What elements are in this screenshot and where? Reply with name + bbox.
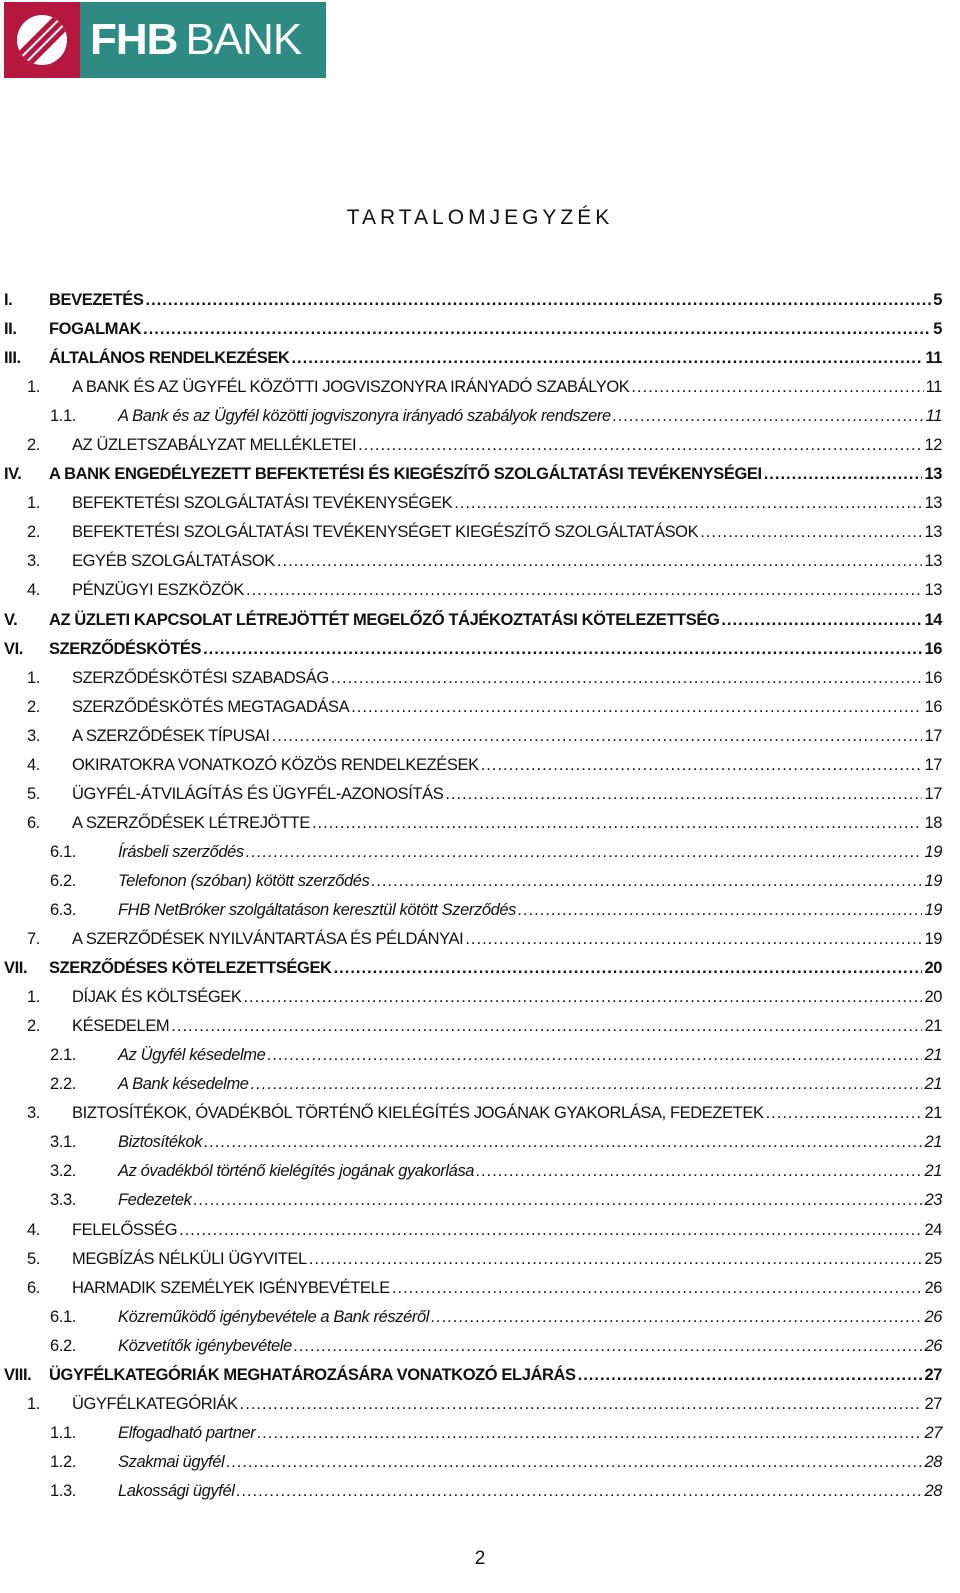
toc-entry-page: 13 <box>924 465 942 484</box>
toc-entry-title: MEGBÍZÁS NÉLKÜLI ÜGYVITEL <box>72 1249 307 1268</box>
toc-entry-page: 21 <box>924 1104 942 1123</box>
table-of-contents <box>4 286 942 1506</box>
toc-entry[interactable] <box>4 1099 942 1128</box>
toc-entry-title: ÜGYFÉL-ÁTVILÁGÍTÁS ÉS ÜGYFÉL-AZONOSÍTÁS <box>72 784 444 803</box>
toc-entry-leader <box>518 901 922 920</box>
toc-entry[interactable] <box>4 1245 942 1274</box>
toc-entry-title: KÉSEDELEM <box>72 1017 170 1036</box>
toc-entry-title: AZ ÜZLETI KAPCSOLAT LÉTREJÖTTÉT MEGELŐZŐ TÁJÉKOZTATÁSI KÖTELEZETTSÉG <box>49 610 720 629</box>
toc-entry[interactable] <box>4 1361 942 1390</box>
toc-entry[interactable] <box>4 954 942 983</box>
toc-entry-title: PÉNZÜGYI ESZKÖZÖK <box>72 581 244 600</box>
toc-entry-page: 28 <box>924 1452 942 1471</box>
toc-entry-leader <box>240 1395 923 1414</box>
toc-entry[interactable] <box>4 867 942 896</box>
toc-entry[interactable] <box>4 1012 942 1041</box>
toc-entry-page: 17 <box>924 726 942 745</box>
toc-entry-leader <box>203 640 922 659</box>
toc-entry-number: 2.2. <box>50 1075 76 1094</box>
logo-text-regular: BANK <box>185 15 302 64</box>
toc-entry-leader <box>481 756 923 775</box>
toc-entry-leader <box>351 698 922 717</box>
toc-entry-number: 1. <box>27 494 40 513</box>
toc-entry-title: A Bank késedelme <box>118 1075 249 1094</box>
toc-entry-page: 11 <box>925 407 942 426</box>
page-number: 2 <box>474 1548 486 1569</box>
toc-entry-number: 1.2. <box>50 1452 76 1471</box>
toc-entry-page: 14 <box>924 610 942 629</box>
toc-entry-leader <box>465 930 922 949</box>
toc-title: TARTALOMJEGYZÉK <box>346 206 614 229</box>
toc-entry-leader <box>312 814 922 833</box>
toc-entry-leader <box>237 1482 923 1501</box>
toc-entry-leader <box>257 1424 922 1443</box>
toc-entry-page: 5 <box>933 291 942 310</box>
toc-entry-page: 27 <box>924 1394 942 1413</box>
toc-entry-title: AZ ÜZLETSZABÁLYZAT MELLÉKLETEI <box>72 436 357 455</box>
toc-entry[interactable] <box>4 286 942 315</box>
toc-entry-leader <box>146 291 932 310</box>
toc-entry-leader <box>334 959 923 978</box>
toc-entry-leader <box>445 785 922 804</box>
toc-entry-leader <box>331 669 923 688</box>
toc-entry-title: SZERZŐDÉSKÖTÉS <box>49 639 202 658</box>
toc-entry-number: 2. <box>27 523 40 542</box>
toc-entry-number: III. <box>4 349 21 368</box>
toc-entry-page: 25 <box>924 1249 942 1268</box>
toc-entry[interactable] <box>4 460 942 489</box>
toc-entry-page: 19 <box>924 901 942 919</box>
toc-entry[interactable] <box>4 693 942 722</box>
toc-entry-number: 2. <box>27 697 40 716</box>
toc-entry-title: SZERZŐDÉSES KÖTELEZETTSÉGEK <box>49 959 332 978</box>
toc-entry-title: Biztosítékok <box>118 1133 203 1152</box>
toc-entry[interactable] <box>4 751 942 780</box>
toc-entry-page: 11 <box>925 378 942 397</box>
toc-entry[interactable] <box>4 1419 942 1448</box>
toc-entry[interactable] <box>4 1274 942 1303</box>
toc-entry-title: A Bank és az Ügyfél közötti jogviszonyra irányadó szabályok rendszere <box>118 407 611 426</box>
toc-entry[interactable] <box>4 489 942 518</box>
toc-entry-leader <box>766 1104 923 1123</box>
toc-entry-title: Fedezetek <box>118 1191 192 1210</box>
toc-entry-number: 2. <box>27 1017 40 1036</box>
toc-entry-leader <box>631 378 923 397</box>
toc-entry[interactable] <box>4 809 942 838</box>
toc-entry-leader <box>251 1075 923 1094</box>
toc-entry-leader <box>454 494 922 513</box>
toc-entry[interactable] <box>4 1332 942 1361</box>
toc-entry-number: 1.1. <box>50 407 76 426</box>
toc-entry-page: 21 <box>924 1046 942 1065</box>
toc-entry-leader <box>277 552 923 571</box>
toc-entry-number: 2.1. <box>50 1046 76 1065</box>
toc-entry[interactable] <box>4 344 942 373</box>
toc-entry-page: 23 <box>924 1191 942 1210</box>
toc-entry[interactable] <box>4 838 942 867</box>
toc-entry-page: 21 <box>924 1017 942 1036</box>
toc-entry-number: IV. <box>4 465 22 484</box>
toc-entry-title: SZERZŐDÉSKÖTÉS MEGTAGADÁSA <box>72 697 350 716</box>
toc-entry-leader <box>764 465 923 484</box>
toc-entry-number: 3. <box>27 1104 40 1123</box>
toc-entry-title: A BANK ENGEDÉLYEZETT BEFEKTETÉSI ÉS KIEGÉSZÍTŐ SZOLGÁLTATÁSI TEVÉKENYSÉGEI <box>49 465 762 484</box>
toc-entry-leader <box>204 1133 922 1152</box>
toc-entry-title: A SZERZŐDÉSEK NYILVÁNTARTÁSA ÉS PÉLDÁNYAI <box>72 930 464 949</box>
toc-entry[interactable] <box>4 722 942 751</box>
toc-entry-title: Az óvadékból történő kielégítés jogának gyakorlása <box>118 1162 475 1181</box>
toc-entry[interactable] <box>4 1041 942 1070</box>
toc-entry-number: 4. <box>27 581 40 600</box>
toc-entry-number: I. <box>4 291 13 310</box>
toc-entry-number: 1. <box>27 988 40 1007</box>
toc-entry-number: VII. <box>4 959 28 978</box>
toc-entry-number: 3.2. <box>50 1162 76 1181</box>
toc-entry-number: 3. <box>27 552 40 571</box>
toc-entry[interactable] <box>4 606 942 635</box>
toc-entry-page: 20 <box>924 959 942 978</box>
toc-entry-number: 6.1. <box>50 1307 76 1326</box>
toc-entry-page: 26 <box>924 1278 942 1297</box>
toc-entry-number: 4. <box>27 1220 40 1239</box>
toc-entry-number: 1.1. <box>50 1423 76 1442</box>
toc-entry-leader <box>179 1221 922 1240</box>
toc-entry-page: 13 <box>924 523 942 542</box>
toc-entry-number: II. <box>4 320 17 339</box>
toc-entry[interactable] <box>4 780 942 809</box>
toc-entry-title: FHB NetBróker szolgáltatáson keresztül kötött Szerződés <box>118 901 517 919</box>
toc-entry-title: A SZERZŐDÉSEK TÍPUSAI <box>72 726 270 745</box>
toc-entry-page: 16 <box>924 639 942 658</box>
toc-entry-page: 21 <box>924 1162 942 1181</box>
toc-entry-title: ÁLTALÁNOS RENDELKEZÉSEK <box>49 349 290 368</box>
toc-entry[interactable] <box>4 925 942 954</box>
toc-entry-title: ÜGYFÉLKATEGÓRIÁK MEGHATÁROZÁSÁRA VONATKOZÓ ELJÁRÁS <box>49 1365 576 1384</box>
toc-entry-page: 19 <box>924 842 942 861</box>
toc-entry-number: 4. <box>27 755 40 774</box>
toc-entry-number: 6.2. <box>50 1336 76 1355</box>
toc-entry-number: 1. <box>27 668 40 687</box>
toc-entry-leader <box>358 436 922 455</box>
toc-entry[interactable] <box>4 1390 942 1419</box>
toc-entry-leader <box>309 1250 923 1269</box>
toc-entry[interactable] <box>4 896 942 925</box>
toc-entry-leader <box>246 581 922 600</box>
toc-entry[interactable] <box>4 373 942 402</box>
toc-entry[interactable] <box>4 1186 942 1215</box>
toc-entry-page: 18 <box>924 813 942 832</box>
toc-entry-leader <box>143 320 931 339</box>
toc-entry-page: 17 <box>924 784 942 803</box>
toc-entry-number: 6. <box>27 813 40 832</box>
toc-entry[interactable] <box>4 1070 942 1099</box>
toc-entry-page: 27 <box>924 1365 942 1384</box>
toc-entry-title: A SZERZŐDÉSEK LÉTREJÖTTE <box>72 813 310 832</box>
toc-entry-leader <box>578 1366 923 1385</box>
toc-entry-page: 26 <box>924 1336 942 1355</box>
toc-entry-leader <box>476 1162 922 1181</box>
toc-entry-page: 17 <box>924 755 942 774</box>
toc-entry-leader <box>193 1191 922 1210</box>
toc-entry-leader <box>243 988 922 1007</box>
toc-entry-title: Az Ügyfél késedelme <box>118 1046 266 1065</box>
toc-entry-number: 1. <box>27 1394 40 1413</box>
toc-entry[interactable] <box>4 1303 942 1332</box>
toc-entry-title: Közreműködő igénybevétele a Bank részéről <box>118 1307 430 1326</box>
toc-entry-number: 5. <box>27 1249 40 1268</box>
toc-entry-page: 21 <box>924 1133 942 1152</box>
toc-entry-title: HARMADIK SZEMÉLYEK IGÉNYBEVÉTELE <box>72 1278 390 1297</box>
toc-entry-number: 7. <box>27 930 40 949</box>
toc-entry-leader <box>431 1308 922 1327</box>
toc-entry-number: 3.1. <box>50 1133 76 1152</box>
toc-entry-page: 26 <box>924 1307 942 1326</box>
toc-entry-title: A BANK ÉS AZ ÜGYFÉL KÖZÖTTI JOGVISZONYRA IRÁNYADÓ SZABÁLYOK <box>72 378 630 397</box>
toc-entry-page: 5 <box>933 320 942 339</box>
toc-entry-title: EGYÉB SZOLGÁLTATÁSOK <box>72 552 275 571</box>
toc-entry-leader <box>700 523 922 542</box>
toc-entry-leader <box>721 611 922 630</box>
toc-entry-leader <box>291 349 923 368</box>
toc-entry[interactable] <box>4 402 942 431</box>
toc-entry-title: BEVEZETÉS <box>49 291 144 310</box>
toc-entry-page: 27 <box>924 1423 942 1442</box>
toc-entry-number: 6.2. <box>50 871 76 890</box>
toc-entry-title: Közvetítők igénybevétele <box>118 1336 292 1355</box>
toc-entry[interactable] <box>4 1128 942 1157</box>
toc-entry-leader <box>267 1046 922 1065</box>
toc-entry-page: 12 <box>924 436 942 455</box>
toc-entry-leader <box>272 727 923 746</box>
toc-entry-number: 6.3. <box>50 901 76 919</box>
toc-entry-page: 13 <box>924 552 942 571</box>
toc-entry[interactable] <box>4 1216 942 1245</box>
toc-entry-leader <box>294 1337 923 1356</box>
toc-entry-title: Elfogadható partner <box>118 1423 256 1442</box>
toc-entry-page: 11 <box>925 349 942 368</box>
toc-entry-number: 1.3. <box>50 1481 76 1500</box>
toc-entry-page: 13 <box>924 494 942 513</box>
toc-entry-number: 5. <box>27 784 40 803</box>
logo-text <box>80 2 326 78</box>
toc-entry-title: BIZTOSÍTÉKOK, ÓVADÉKBÓL TÖRTÉNŐ KIELÉGÍTÉS JOGÁNAK GYAKORLÁSA, FEDEZETEK <box>72 1104 764 1123</box>
toc-entry-leader <box>246 843 923 862</box>
toc-entry-number: 6.1. <box>50 842 76 861</box>
toc-entry[interactable] <box>4 1448 942 1477</box>
toc-entry-page: 19 <box>924 930 942 949</box>
logo-mark-icon <box>4 2 80 78</box>
toc-entry-leader <box>613 407 924 426</box>
toc-entry-title: Írásbeli szerződés <box>118 842 244 861</box>
toc-entry-title: DÍJAK ÉS KÖLTSÉGEK <box>72 988 242 1007</box>
toc-entry-title: SZERZŐDÉSKÖTÉSI SZABADSÁG <box>72 668 329 687</box>
toc-entry-page: 28 <box>924 1481 942 1500</box>
toc-entry[interactable] <box>4 518 942 547</box>
toc-entry-page: 21 <box>924 1075 942 1094</box>
toc-entry-number: V. <box>4 610 18 629</box>
toc-entry[interactable] <box>4 1157 942 1186</box>
toc-entry-title: Telefonon (szóban) kötött szerződés <box>118 871 370 890</box>
toc-entry[interactable] <box>4 664 942 693</box>
toc-entry-page: 24 <box>924 1220 942 1239</box>
toc-entry[interactable] <box>4 1477 942 1506</box>
toc-entry-number: 3.3. <box>50 1191 76 1210</box>
toc-entry-title: FELELŐSSÉG <box>72 1220 178 1239</box>
fhb-bank-logo <box>4 2 326 78</box>
toc-entry-number: VIII. <box>4 1365 32 1384</box>
toc-entry-number: 6. <box>27 1278 40 1297</box>
toc-entry-page: 13 <box>924 581 942 600</box>
toc-entry-leader <box>392 1279 923 1298</box>
toc-entry-title: OKIRATOKRA VONATKOZÓ KÖZÖS RENDELKEZÉSEK <box>72 755 479 774</box>
toc-entry-number: VI. <box>4 639 23 658</box>
toc-entry-title: ÜGYFÉLKATEGÓRIÁK <box>72 1394 238 1413</box>
toc-entry[interactable] <box>4 431 942 460</box>
toc-entry[interactable] <box>4 547 942 576</box>
logo-text-bold: FHB <box>90 15 178 64</box>
toc-entry[interactable] <box>4 635 942 664</box>
toc-entry-page: 16 <box>924 668 942 687</box>
toc-entry-number: 3. <box>27 726 40 745</box>
toc-entry-number: 2. <box>27 436 40 455</box>
toc-entry-title: FOGALMAK <box>49 320 142 339</box>
toc-entry-leader <box>371 872 922 891</box>
toc-entry-number: 1. <box>27 378 40 397</box>
toc-entry-title: BEFEKTETÉSI SZOLGÁLTATÁSI TEVÉKENYSÉGET KIEGÉSZÍTŐ SZOLGÁLTATÁSOK <box>72 523 699 542</box>
toc-entry-page: 16 <box>924 697 942 716</box>
toc-entry-title: Lakossági ügyfél <box>118 1481 235 1500</box>
toc-entry[interactable] <box>4 576 942 605</box>
toc-entry[interactable] <box>4 983 942 1012</box>
toc-entry-leader <box>171 1017 922 1036</box>
toc-entry[interactable] <box>4 315 942 344</box>
toc-entry-page: 20 <box>924 988 942 1007</box>
toc-entry-title: Szakmai ügyfél <box>118 1452 225 1471</box>
toc-entry-page: 19 <box>924 871 942 890</box>
toc-entry-title: BEFEKTETÉSI SZOLGÁLTATÁSI TEVÉKENYSÉGEK <box>72 494 453 513</box>
toc-entry-leader <box>226 1453 922 1472</box>
